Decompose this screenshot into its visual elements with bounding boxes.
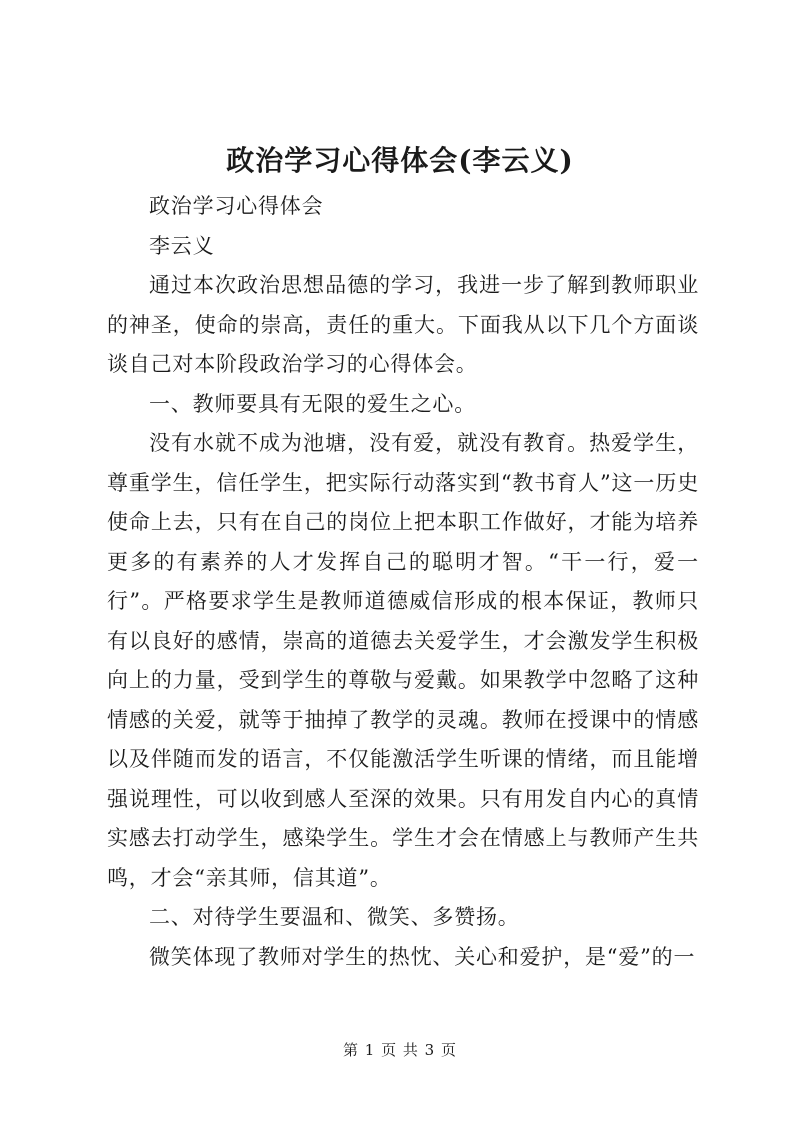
document-body <box>107 187 699 977</box>
paragraph-section-1: 没有水就不成为池塘，没有爱，就没有教育。热爱学生，尊重学生，信任学生，把实际行动落实到“教书育人”这一历史使命上去，只有在自己的岗位上把本职工作做好，才能为培养更多的有素养的人才发挥自己的聪明才智。“干一行，爱一行”。严格要求学生是教师道德威信形成的根本保证，教师只有以良好的感情，崇高的道德去关爱学生，才会激发学生积极向上的力量，受到学生的尊敬与爱戴。如果教学中忽略了这种情感的关爱，就等于抽掉了教学的灵魂。教师在授课中的情感以及伴随而发的语言，不仅能激活学生听课的情绪，而且能增强说理性，可以收到感人至深的效果。只有用发自内心的真情实感去打动学生，感染学生。学生才会在情感上与教师产生共鸣，才会“亲其师，信其道”。 <box>107 431 699 890</box>
section-heading-1: 一、教师要具有无限的爱生之心。 <box>149 391 476 416</box>
paragraph-subtitle: 政治学习心得体会 <box>149 194 324 218</box>
section-heading-2: 二、对待学生要温和、微笑、多赞扬。 <box>149 905 520 929</box>
page-number-footer: 第 1 页 共 3 页 <box>343 1041 457 1059</box>
document-title: 政治学习心得体会(李云义) <box>226 144 574 177</box>
paragraph-intro: 通过本次政治思想品德的学习，我进一步了解到教师职业的神圣，使命的崇高，责任的重大。下面我从以下几个方面谈谈自己对本阶段政治学习的心得体会。 <box>107 273 699 376</box>
paragraph-author: 李云义 <box>149 233 215 258</box>
paragraph-section-2: 微笑体现了教师对学生的热忱、关心和爱护，是“爱”的一 <box>149 944 696 969</box>
